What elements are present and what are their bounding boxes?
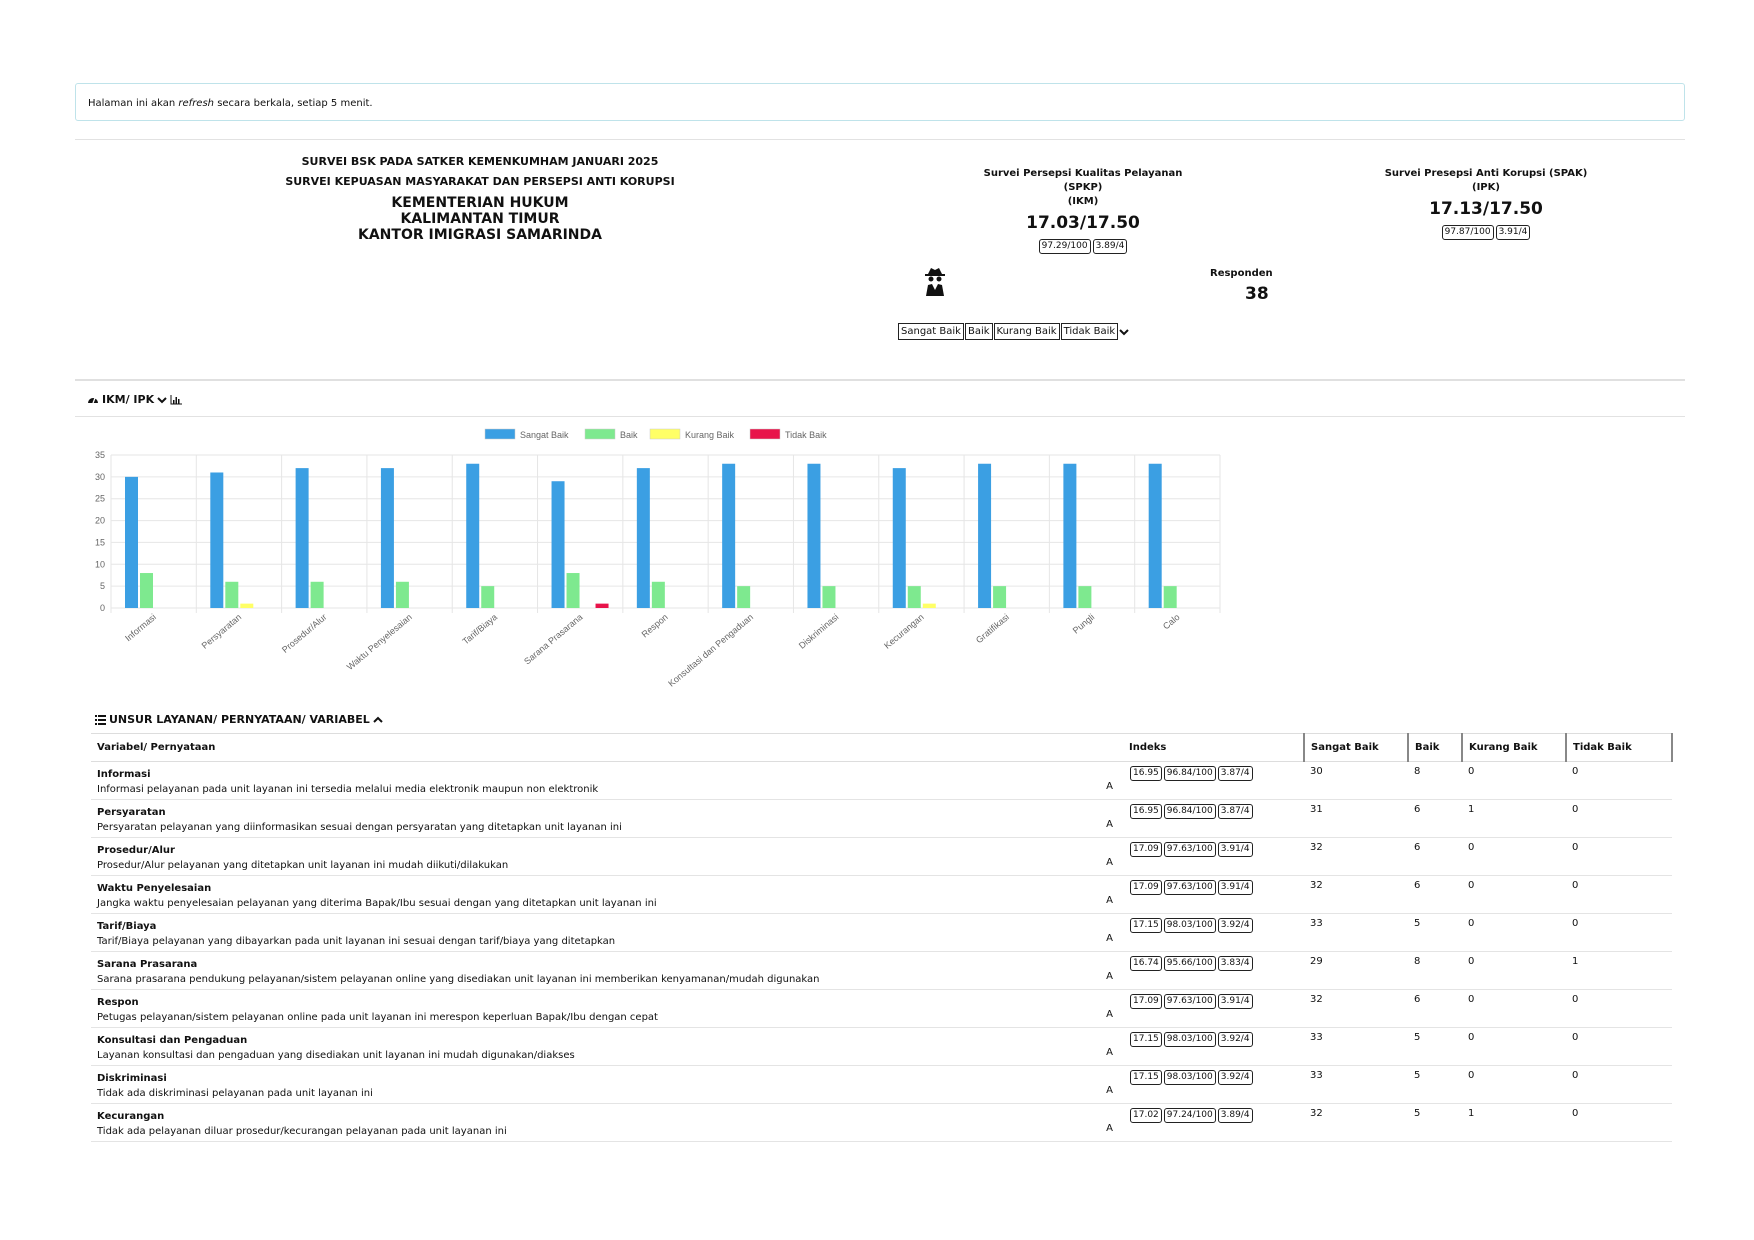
baik-count: 5 (1408, 1028, 1462, 1066)
survey-title-line2: SURVEI KEPUASAN MASYARAKAT DAN PERSEPSI ANTI KORUPSI (285, 175, 675, 188)
baik-count: 6 (1408, 800, 1462, 838)
index-percent: 98.03/100 (1164, 918, 1216, 933)
x-tick-label: Kecurangan (882, 611, 926, 651)
variable-description: Sarana prasarana pendukung pelayanan/sistem pelayanan online yang disediakan unit layanan ini memberikan kenyamanan/mudah digunakan (97, 974, 820, 985)
sangat-baik-count: 32 (1304, 990, 1408, 1028)
index-scale: 3.83/4 (1218, 956, 1253, 971)
variable-name: Prosedur/Alur (97, 845, 175, 856)
notice-em: refresh (178, 98, 215, 109)
index-scale: 3.92/4 (1218, 1070, 1253, 1085)
variable-name: Respon (97, 997, 139, 1008)
index-value: 17.02 (1130, 1108, 1162, 1123)
variable-cell (91, 762, 1123, 800)
sangat-baik-count: 32 (1304, 1104, 1408, 1142)
bar (396, 582, 409, 608)
grade-label: A (1106, 819, 1113, 830)
bar (466, 464, 479, 608)
grade-label: A (1106, 1009, 1113, 1020)
bar (225, 582, 238, 608)
index-scale: 3.92/4 (1218, 1032, 1253, 1047)
spkp-value: 17.03/17.50 (1026, 213, 1140, 233)
variable-description: Tidak ada diskriminasi pelayanan pada unit layanan ini (97, 1088, 373, 1099)
legend-swatch (750, 429, 780, 439)
ministry-name: KEMENTERIAN HUKUM (391, 195, 569, 211)
office-name: KANTOR IMIGRASI SAMARINDA (358, 227, 602, 243)
bar (722, 464, 735, 608)
variable-name: Tarif/Biaya (97, 921, 157, 932)
bar (240, 604, 253, 608)
variable-name: Diskriminasi (97, 1073, 167, 1084)
sangat-baik-count: 33 (1304, 1066, 1408, 1104)
bar (552, 481, 565, 608)
grade-label: A (1106, 895, 1113, 906)
index-percent: 97.24/100 (1164, 1108, 1216, 1123)
spak-value: 17.13/17.50 (1429, 199, 1543, 219)
y-tick-label: 25 (94, 493, 105, 504)
spak-label: Survei Presepsi Anti Korupsi (SPAK) (1384, 168, 1588, 179)
bar (125, 477, 138, 608)
spkp-badge-4: 3.89/4 (1093, 239, 1128, 254)
respondents-count: 38 (1245, 284, 1269, 304)
x-tick-label: Konsultasi dan Pengaduan (666, 611, 756, 689)
variable-cell (91, 990, 1123, 1028)
grade-label: A (1106, 1123, 1113, 1134)
col-kurang-baik: Kurang Baik (1462, 734, 1566, 762)
region-name: KALIMANTAN TIMUR (400, 211, 560, 227)
filter-tidak-baik[interactable]: Tidak Baik (1061, 323, 1119, 340)
kurang-baik-count: 1 (1462, 800, 1566, 838)
chart-section-title: IKM/ IPK (102, 393, 155, 406)
index-cell (1123, 990, 1304, 1028)
index-value: 16.95 (1130, 766, 1162, 781)
y-tick-label: 30 (94, 471, 105, 482)
legend-label: Kurang Baik (685, 430, 735, 440)
variable-cell (91, 1028, 1123, 1066)
bar (1063, 464, 1076, 608)
x-tick-label: Calo (1161, 611, 1182, 632)
tidak-baik-count: 0 (1566, 800, 1672, 838)
sangat-baik-count: 29 (1304, 952, 1408, 990)
col-variabel: Variabel/ Pernyataan (91, 734, 1123, 762)
spak-badge-4: 3.91/4 (1496, 225, 1531, 240)
index-cell (1123, 1066, 1304, 1104)
col-tidak-baik: Tidak Baik (1566, 734, 1672, 762)
tidak-baik-count: 0 (1566, 1104, 1672, 1142)
table-section-header[interactable] (95, 713, 383, 726)
grade-label: A (1106, 857, 1113, 868)
variable-name: Persyaratan (97, 807, 166, 818)
x-tick-label: Sarana Prasarana (522, 611, 585, 667)
index-value: 17.15 (1130, 1032, 1162, 1047)
legend-swatch (485, 429, 515, 439)
y-tick-label: 20 (94, 515, 105, 526)
x-tick-label: Informasi (123, 611, 158, 644)
x-tick-label: Diskriminasi (796, 611, 841, 651)
baik-count: 5 (1408, 1066, 1462, 1104)
index-value: 16.95 (1130, 804, 1162, 819)
bar (296, 468, 309, 608)
kurang-baik-count: 0 (1462, 1066, 1566, 1104)
spkp-sub: (IKM) (1067, 196, 1099, 207)
index-value: 17.15 (1130, 1070, 1162, 1085)
index-cell (1123, 914, 1304, 952)
kurang-baik-count: 0 (1462, 838, 1566, 876)
baik-count: 8 (1408, 952, 1462, 990)
table-row (91, 876, 1672, 914)
kurang-baik-count: 0 (1462, 952, 1566, 990)
bar (596, 604, 609, 608)
sangat-baik-count: 33 (1304, 1028, 1408, 1066)
index-percent: 97.63/100 (1164, 994, 1216, 1009)
index-scale: 3.91/4 (1218, 994, 1253, 1009)
kurang-baik-count: 0 (1462, 762, 1566, 800)
x-tick-label: Tarif/Biaya (460, 611, 500, 647)
index-value: 17.09 (1130, 880, 1162, 895)
baik-count: 6 (1408, 990, 1462, 1028)
chevron-down-icon[interactable] (157, 396, 167, 404)
variable-cell (91, 1066, 1123, 1104)
index-cell (1123, 800, 1304, 838)
grade-label: A (1106, 933, 1113, 944)
bar (210, 472, 223, 608)
x-tick-label: Pungli (1070, 611, 1097, 636)
divider (75, 139, 1685, 140)
spkp-metric (963, 167, 1203, 254)
index-scale: 3.91/4 (1218, 842, 1253, 857)
bar (737, 586, 750, 608)
dashboard-icon (87, 394, 99, 405)
variable-table (91, 733, 1673, 1142)
variable-description: Prosedur/Alur pelayanan yang ditetapkan unit layanan ini mudah diikuti/dilakukan (97, 860, 509, 871)
bar (908, 586, 921, 608)
table-row (91, 838, 1672, 876)
index-value: 16.74 (1130, 956, 1162, 971)
y-tick-label: 5 (99, 581, 105, 592)
table-row (91, 914, 1672, 952)
x-tick-label: Respon (639, 611, 670, 640)
ikm-ipk-bar-chart (75, 425, 1225, 705)
kurang-baik-count: 0 (1462, 876, 1566, 914)
index-scale: 3.87/4 (1218, 804, 1253, 819)
bar (140, 573, 153, 608)
bar (1149, 464, 1162, 608)
baik-count: 6 (1408, 876, 1462, 914)
baik-count: 8 (1408, 762, 1462, 800)
index-scale: 3.91/4 (1218, 880, 1253, 895)
tidak-baik-count: 0 (1566, 914, 1672, 952)
table-row (91, 762, 1672, 800)
chevron-down-icon[interactable] (1119, 328, 1129, 336)
table-row (91, 990, 1672, 1028)
bar (807, 464, 820, 608)
kurang-baik-count: 0 (1462, 1028, 1566, 1066)
legend-label: Sangat Baik (520, 430, 569, 440)
x-tick-label: Prosedur/Alur (279, 611, 329, 655)
index-scale: 3.87/4 (1218, 766, 1253, 781)
sangat-baik-count: 31 (1304, 800, 1408, 838)
notice-prefix: Halaman ini akan (88, 98, 179, 109)
bar (822, 586, 835, 608)
grade-label: A (1106, 781, 1113, 792)
sangat-baik-count: 32 (1304, 838, 1408, 876)
bar (993, 586, 1006, 608)
tidak-baik-count: 0 (1566, 762, 1672, 800)
variable-name: Sarana Prasarana (97, 959, 198, 970)
refresh-notice (75, 83, 1685, 121)
grade-label: A (1106, 971, 1113, 982)
col-sangat-baik: Sangat Baik (1304, 734, 1408, 762)
variable-cell (91, 876, 1123, 914)
table-section-title: UNSUR LAYANAN/ PERNYATAAN/ VARIABEL (109, 713, 370, 726)
variable-description: Tidak ada pelayanan diluar prosedur/kecurangan pelayanan pada unit layanan ini (97, 1126, 507, 1137)
spy-icon (923, 266, 947, 296)
table-row (91, 800, 1672, 838)
variable-description: Jangka waktu penyelesaian pelayanan yang diterima Bapak/Ibu sesuai dengan yang ditetapkan unit layanan ini (97, 898, 657, 909)
x-tick-label: Persyaratan (199, 611, 244, 651)
bar (637, 468, 650, 608)
tidak-baik-count: 0 (1566, 1066, 1672, 1104)
spak-metric (1366, 167, 1606, 240)
variable-cell (91, 800, 1123, 838)
divider (75, 379, 1685, 381)
spkp-label: Survei Persepsi Kualitas Pelayanan (SPKP) (983, 168, 1183, 193)
filter-kurang-baik[interactable]: Kurang Baik (994, 323, 1060, 340)
bar (311, 582, 324, 608)
bar (1078, 586, 1091, 608)
col-baik: Baik (1408, 734, 1462, 762)
bar (978, 464, 991, 608)
variable-description: Persyaratan pelayanan yang diinformasikan sesuai dengan persyaratan yang ditetapkan unit layanan ini (97, 822, 622, 833)
divider (75, 416, 1685, 417)
index-value: 17.09 (1130, 842, 1162, 857)
bar (381, 468, 394, 608)
grade-label: A (1106, 1085, 1113, 1096)
chevron-up-icon[interactable] (373, 716, 383, 724)
kurang-baik-count: 0 (1462, 914, 1566, 952)
variable-description: Petugas pelayanan/sistem pelayanan online pada unit layanan ini merespon keperluan Bapak/Ibu dengan cepat (97, 1012, 658, 1023)
table-header-row (91, 734, 1672, 762)
variable-cell (91, 914, 1123, 952)
spak-sub: (IPK) (1472, 182, 1500, 193)
kurang-baik-count: 1 (1462, 1104, 1566, 1142)
index-value: 17.09 (1130, 994, 1162, 1009)
index-percent: 95.66/100 (1164, 956, 1216, 971)
variable-name: Waktu Penyelesaian (97, 883, 212, 894)
bar (652, 582, 665, 608)
table-row (91, 1066, 1672, 1104)
index-cell (1123, 838, 1304, 876)
bar (923, 604, 936, 608)
index-scale: 3.92/4 (1218, 918, 1253, 933)
tidak-baik-count: 0 (1566, 1028, 1672, 1066)
filter-sangat-baik[interactable]: Sangat Baik (898, 323, 964, 340)
sangat-baik-count: 32 (1304, 876, 1408, 914)
index-cell (1123, 762, 1304, 800)
variable-description: Tarif/Biaya pelayanan yang dibayarkan pada unit layanan ini sesuai dengan tarif/biaya yang ditetapkan (97, 936, 616, 947)
index-cell (1123, 952, 1304, 990)
legend-label: Tidak Baik (785, 430, 827, 440)
y-tick-label: 0 (99, 603, 105, 613)
bar (1164, 586, 1177, 608)
variable-cell (91, 1104, 1123, 1142)
variable-cell (91, 838, 1123, 876)
index-cell (1123, 1028, 1304, 1066)
index-percent: 98.03/100 (1164, 1032, 1216, 1047)
tidak-baik-count: 0 (1566, 990, 1672, 1028)
kurang-baik-count: 0 (1462, 990, 1566, 1028)
y-tick-label: 10 (94, 559, 105, 570)
tidak-baik-count: 0 (1566, 838, 1672, 876)
table-row (91, 1104, 1672, 1142)
legend-label: Baik (620, 430, 638, 440)
grade-label: A (1106, 1047, 1113, 1058)
baik-count: 6 (1408, 838, 1462, 876)
variable-description: Informasi pelayanan pada unit layanan ini tersedia melalui media elektronik maupun non elektronik (97, 784, 599, 795)
tidak-baik-count: 0 (1566, 876, 1672, 914)
bar (481, 586, 494, 608)
spak-badge-100: 97.87/100 (1442, 225, 1494, 240)
baik-count: 5 (1408, 1104, 1462, 1142)
index-scale: 3.89/4 (1218, 1108, 1253, 1123)
index-percent: 97.63/100 (1164, 880, 1216, 895)
col-indeks: Indeks (1123, 734, 1304, 762)
survey-title-block (280, 155, 680, 243)
index-value: 17.15 (1130, 918, 1162, 933)
notice-suffix: secara berkala, setiap 5 menit. (214, 98, 373, 109)
sangat-baik-count: 33 (1304, 914, 1408, 952)
baik-count: 5 (1408, 914, 1462, 952)
rating-filter (898, 323, 1129, 340)
x-tick-label: Waktu Penyelesaian (344, 611, 414, 673)
survey-title-line1: SURVEI BSK PADA SATKER KEMENKUMHAM JANUARI 2025 (301, 155, 659, 168)
variable-description: Layanan konsultasi dan pengaduan yang disediakan unit layanan ini mudah digunakan/diakses (97, 1050, 575, 1061)
sangat-baik-count: 30 (1304, 762, 1408, 800)
variable-name: Kecurangan (97, 1111, 165, 1122)
variable-name: Informasi (97, 769, 151, 780)
filter-baik[interactable]: Baik (965, 323, 993, 340)
list-icon (95, 715, 106, 725)
spkp-badge-100: 97.29/100 (1039, 239, 1091, 254)
variable-cell (91, 952, 1123, 990)
table-row (91, 952, 1672, 990)
index-percent: 98.03/100 (1164, 1070, 1216, 1085)
respondents-label: Responden (1210, 268, 1273, 279)
y-tick-label: 35 (94, 450, 105, 460)
table-row (91, 1028, 1672, 1066)
x-tick-label: Gratifikasi (973, 611, 1012, 646)
chart-section-header[interactable] (87, 393, 182, 406)
tidak-baik-count: 1 (1566, 952, 1672, 990)
y-tick-label: 15 (94, 537, 105, 548)
bar-chart-icon[interactable] (170, 395, 182, 405)
variable-name: Konsultasi dan Pengaduan (97, 1035, 248, 1046)
index-percent: 97.63/100 (1164, 842, 1216, 857)
legend-swatch (650, 429, 680, 439)
index-cell (1123, 1104, 1304, 1142)
index-percent: 96.84/100 (1164, 804, 1216, 819)
bar (893, 468, 906, 608)
legend-swatch (585, 429, 615, 439)
index-cell (1123, 876, 1304, 914)
index-percent: 96.84/100 (1164, 766, 1216, 781)
bar (567, 573, 580, 608)
